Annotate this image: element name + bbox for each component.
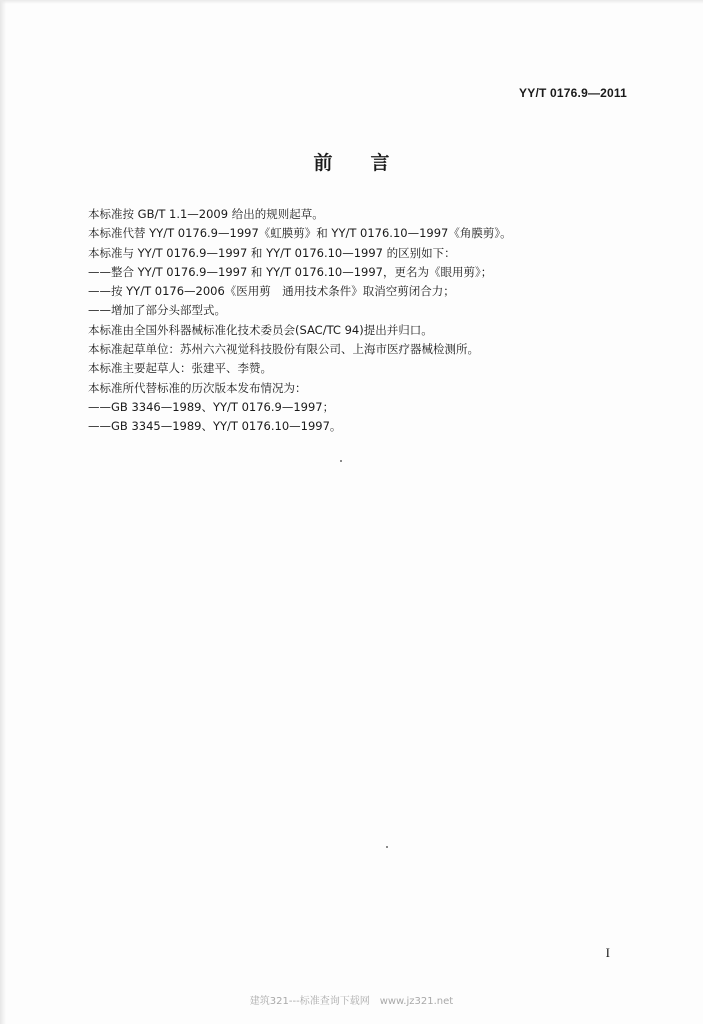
foreword-line: ——GB 3345—1989、YY/T 0176.10—1997。: [88, 419, 342, 434]
foreword-line: 本标准代替 YY/T 0176.9—1997《虹膜剪》和 YY/T 0176.10—1997《角膜剪》。: [88, 226, 512, 241]
foreword-line: 本标准主要起草人：张建平、李赞。: [88, 361, 272, 376]
foreword-line: 本标准由全国外科器械标准化技术委员会(SAC/TC 94)提出并归口。: [88, 322, 433, 337]
scan-shadow-top: [0, 0, 703, 4]
foreword-line: ——增加了部分头部型式。: [88, 303, 226, 318]
foreword-line: 本标准起草单位：苏州六六视觉科技股份有限公司、上海市医疗器械检测所。: [88, 342, 479, 357]
page-number: I: [605, 945, 610, 960]
foreword-line: 本标准与 YY/T 0176.9—1997 和 YY/T 0176.10—1997 的区别如下：: [88, 245, 456, 260]
standard-number: YY/T 0176.9—2011: [519, 86, 627, 100]
foreword-line: 本标准所代替标准的历次版本发布情况为：: [88, 380, 307, 395]
foreword-line: 本标准按 GB/T 1.1—2009 给出的规则起草。: [88, 207, 324, 221]
foreword-line: ——按 YY/T 0176—2006《医用剪 通用技术条件》取消空剪闭合力；: [88, 284, 455, 299]
foreword-line: ——GB 3346—1989、YY/T 0176.9—1997；: [88, 399, 335, 414]
scan-speck: [386, 846, 388, 848]
page-title: 前言: [313, 152, 428, 174]
foreword-line: ——整合 YY/T 0176.9—1997 和 YY/T 0176.10—1997，更名为《眼用剪》；: [88, 264, 493, 279]
scan-speck: [340, 460, 342, 462]
watermark: 建筑321---标准查询下载网 www.jz321.net: [249, 996, 454, 1007]
foreword-body: [88, 205, 628, 437]
